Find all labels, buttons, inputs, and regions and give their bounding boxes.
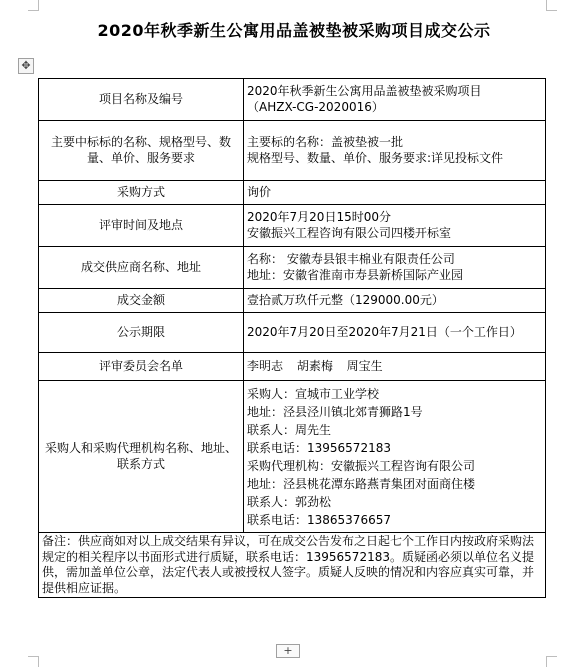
subject-requirements: 规格型号、数量、单价、服务要求:详见投标文件 — [247, 150, 504, 165]
table-row-project — [39, 79, 546, 121]
table-row-note — [39, 533, 546, 598]
purchaser-address: 地址：泾县泾川镇北郊青狮路1号 — [247, 404, 423, 419]
project-code: （AHZX-CG-2020016） — [247, 99, 384, 114]
value-subject — [244, 121, 546, 181]
note-text: 备注：供应商如对以上成交结果有异议，可在成交公告发布之日起七个工作日内按政府采购法规定的相关程序以书面形式进行质疑，联系电话：13956572183。质疑函必须以单位名义提供，需加盖单位公章，法定代表人或被授权人签字。质疑人反映的情况和内容应真实可靠，并提供相应证据。 — [39, 533, 546, 598]
table-row-contacts — [39, 381, 546, 533]
value-period: 2020年7月20日至2020年7月21日（一个工作日） — [244, 313, 546, 353]
label-committee: 评审委员会名单 — [39, 353, 244, 381]
agency-name: 采购代理机构：安徽振兴工程咨询有限公司 — [247, 458, 476, 473]
table-row-method — [39, 181, 546, 205]
value-supplier — [244, 247, 546, 289]
table-move-handle-icon[interactable]: ✥ — [18, 58, 34, 74]
purchaser-phone: 联系电话：13956572183 — [247, 440, 391, 455]
table-row-amount — [39, 289, 546, 313]
label-contacts: 采购人和采购代理机构名称、地址、联系方式 — [39, 381, 244, 533]
page-corner-mark-bottom-left — [28, 656, 39, 667]
award-notice-table — [38, 78, 546, 598]
agency-phone: 联系电话：13865376657 — [247, 512, 391, 527]
review-time: 2020年7月20日15时00分 — [247, 210, 391, 224]
value-committee: 李明志 胡素梅 周宝生 — [244, 353, 546, 381]
add-row-plus-icon[interactable]: + — [276, 644, 300, 658]
supplier-address: 地址：安徽省淮南市寿县新桥国际产业园 — [247, 267, 464, 282]
label-review: 评审时间及地点 — [39, 205, 244, 247]
value-contacts — [244, 381, 546, 533]
value-amount: 壹拾贰万玖仟元整（129000.00元） — [244, 289, 546, 313]
label-method: 采购方式 — [39, 181, 244, 205]
value-review — [244, 205, 546, 247]
purchaser-contact: 联系人：周先生 — [247, 422, 332, 437]
page-corner-mark-top-left — [28, 0, 39, 11]
table-row-committee — [39, 353, 546, 381]
document-title: 2020年秋季新生公寓用品盖被垫被采购项目成交公示 — [97, 21, 491, 40]
label-subject: 主要中标标的名称、规格型号、数量、单价、服务要求 — [39, 121, 244, 181]
supplier-name: 名称： 安徽寿县银丰棉业有限责任公司 — [247, 252, 455, 266]
subject-name: 主要标的名称：盖被垫被一批 — [247, 135, 404, 149]
label-supplier: 成交供应商名称、地址 — [39, 247, 244, 289]
table-row-review — [39, 205, 546, 247]
table-row-period — [39, 313, 546, 353]
purchaser-name: 采购人：宣城市工业学校 — [247, 386, 380, 401]
review-place: 安徽振兴工程咨询有限公司四楼开标室 — [247, 225, 452, 240]
table-row-subject — [39, 121, 546, 181]
agency-contact: 联系人：郭劲松 — [247, 494, 332, 509]
value-project — [244, 79, 546, 121]
agency-address: 地址：泾县桃花潭东路燕青集团对面商住楼 — [247, 476, 476, 491]
label-period: 公示期限 — [39, 313, 244, 353]
table-row-supplier — [39, 247, 546, 289]
page-corner-mark-bottom-right — [546, 656, 557, 667]
page-corner-mark-top-right — [546, 0, 557, 11]
project-name: 2020年秋季新生公寓用品盖被垫被采购项目 — [247, 84, 482, 98]
label-amount: 成交金额 — [39, 289, 244, 313]
label-project: 项目名称及编号 — [39, 79, 244, 121]
value-method: 询价 — [244, 181, 546, 205]
